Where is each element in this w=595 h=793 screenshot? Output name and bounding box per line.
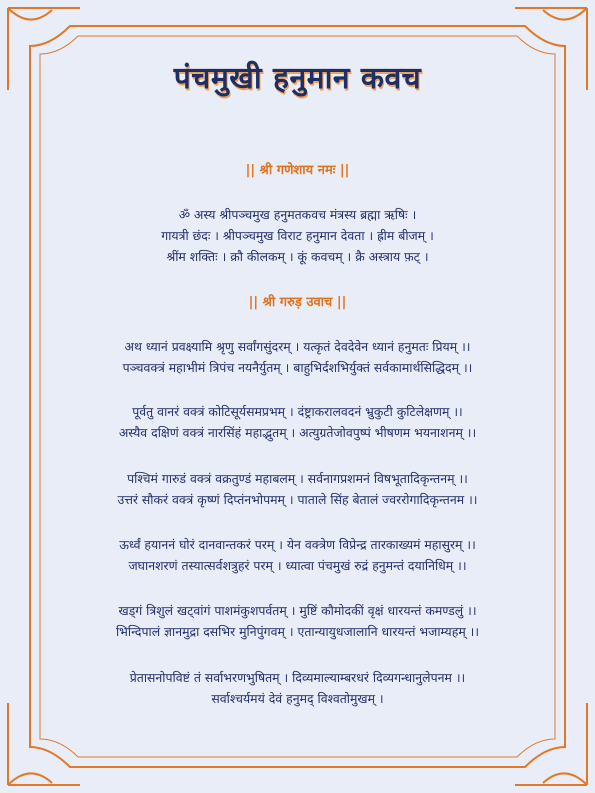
verse-line: सर्वाश्चर्यमयं देवं हनुमद् विश्वतोमुखम् ।: [211, 691, 384, 706]
invocation-heading: || श्री गणेशाय नमः ||: [245, 163, 350, 178]
stanza-1: [0, 336, 595, 378]
verse-line: पश्चिमं गारुडं वक्त्रं वक्रतुण्डं महाबलम् । सर्वनागप्रशमनं विषभूतादिकृन्तनम् ।।: [127, 471, 468, 486]
garuda-heading: || श्री गरुड़ उवाच ||: [248, 295, 347, 310]
verse-line: उत्तरं सौकरं वक्त्रं कृष्णं दिप्तंनभोपमम् । पाताले सिंह बेतालं ज्वररोगादिकृन्तनम ।।: [117, 492, 478, 507]
verse-line: पूर्वतु वानरं वक्त्रं कोटिसूर्यसमप्रभम् । दंष्ट्राकरालवदनं भ्रुकुटी कुटिलेक्षणम् ।।: [132, 404, 463, 419]
verse-line: श्रींम शक्तिः । क्रौ कीलकम् । कूं कवचम् । क्रै अस्त्राय फ़ट् ।: [166, 249, 429, 264]
verse-line: अथ ध्यानं प्रवक्ष्यामि श्रृणु सर्वांगसुंदरम् । यत्कृतं देवदेवेन ध्यानं हनुमतः प्रियम् ।।: [124, 339, 471, 354]
verse-line: जघानशरणं तस्यात्सर्वशत्रुहरं परम् । ध्यात्वा पंचमुखं रुद्रं हनुमन्तं दयानिधिम् ।।: [128, 558, 467, 573]
invocation-block: [0, 204, 595, 267]
verse-line: पञ्चवक्त्रं महाभीमं त्रिपंच नयनैर्युतम् । बाहुभिर्दशभिर्युक्तं सर्वकामार्थसिद्धिदम् ।।: [122, 360, 473, 375]
verse-line: भिन्दिपालं ज्ञानमुद्रा दसभिर मुनिपुंगवम् । एतान्यायुधजालानि धारयन्तं भजाम्यहम् ।।: [115, 624, 480, 639]
stanza-6: [0, 667, 595, 709]
stanza-2: [0, 401, 595, 443]
verse-line: अस्यैव दक्षिणं वक्त्रं नारसिंहं महाद्भुतम् । अत्युग्रतेजोवपुष्पं भीषणम भयनाशनम् ।।: [118, 425, 477, 440]
verse-line: खड्गं त्रिशुलं खट्वांगं पाशमंकुशपर्वतम् । मुष्टिं कौमोदकीं वृक्षं धारयन्तं कमण्डलुं ।।: [118, 603, 477, 618]
verse-line: ॐ अस्य श्रीपञ्चमुख हनुमतकवच मंत्रस्य ब्रह्मा ऋषिः ।: [178, 207, 417, 222]
stanza-3: [0, 468, 595, 510]
page-title: पंचमुखी हनुमान कवच: [173, 61, 422, 96]
stanza-5: [0, 600, 595, 642]
verse-line: प्रेतासनोपविष्टं तं सर्वाभरणभुषितम् । दिव्यमाल्याम्बरधरं दिव्यगन्धानुलेपनम ।।: [129, 670, 466, 685]
verse-line: ऊर्ध्वं हयाननं घोरं दानवान्तकरं परम् । येन वक्त्रेण विप्रेन्द्र तारकाख्यमं महासुरम् ।।: [119, 537, 476, 552]
stanza-4: [0, 534, 595, 576]
verse-line: गायत्री छंदः । श्रीपञ्चमुख विराट हनुमान देवता । ह्रीम बीजम् ।: [161, 228, 434, 243]
